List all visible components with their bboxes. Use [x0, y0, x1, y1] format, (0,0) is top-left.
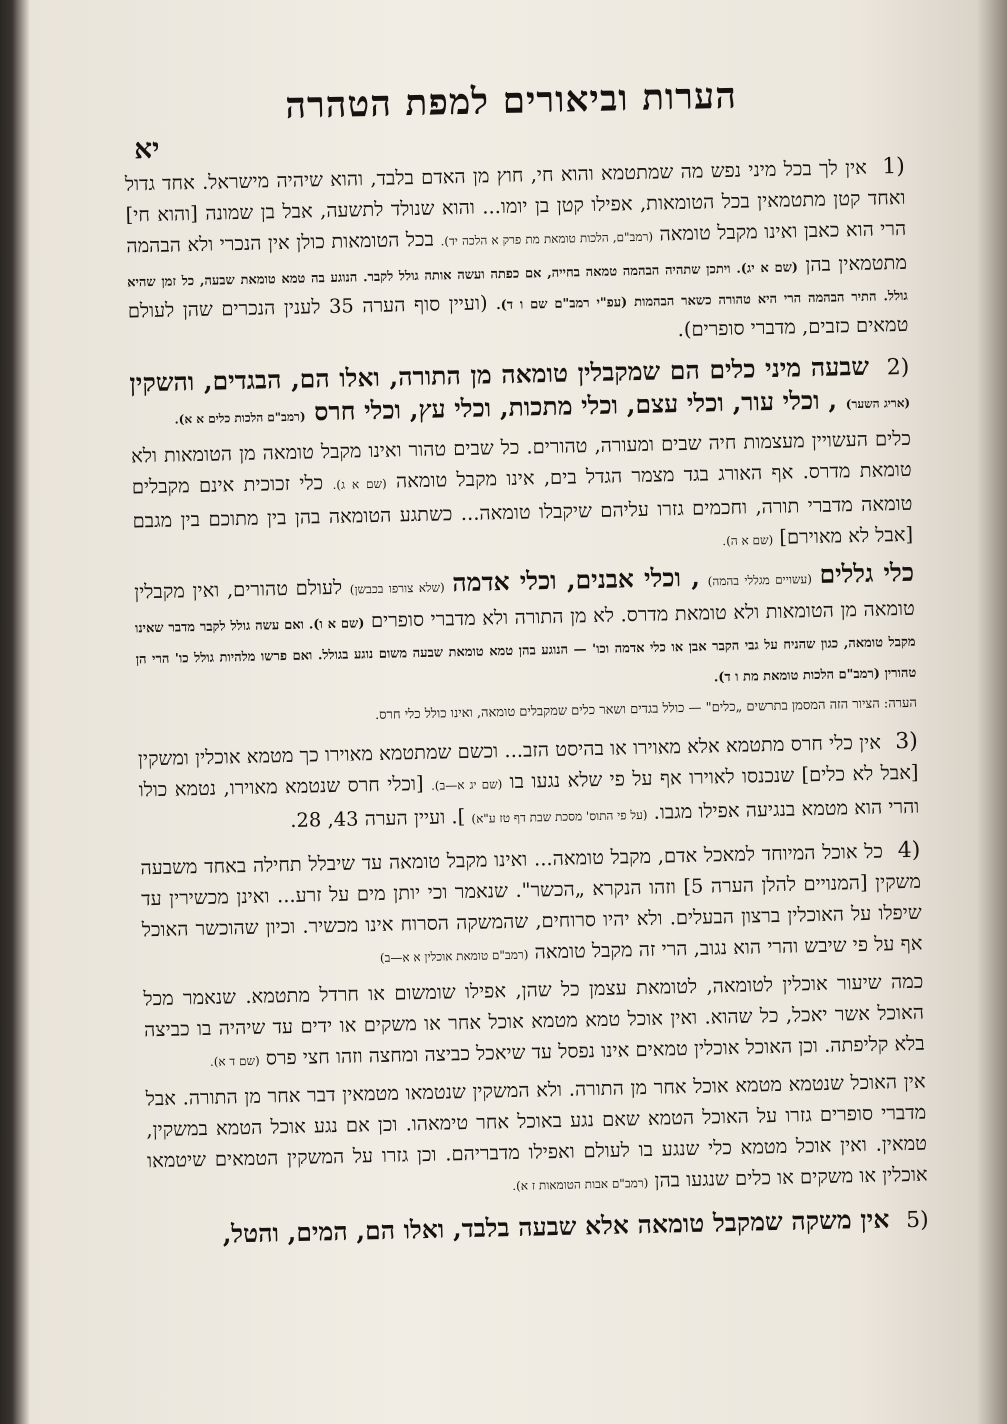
note-text: [וכלי חרס שנטמא מאוירו, נטמא כולו והרי הוא מטמא בנגיעה אפילו מגבו. [138, 771, 920, 824]
note-text: , וכלי עור, וכלי עצם, וכלי מתכות, וכלי עץ, וכלי חרס [313, 385, 838, 427]
citation: (שם ד א). [209, 1053, 260, 1069]
note-number: (3 [894, 728, 919, 755]
note-text: אין לך בכל מיני נפש מה שמתטמא והוא חי, חוץ מן האדם בלבד, והוא שיהיה מישראל. אחד גדול ואחד קטן מתטמאין בכל הטומאות, אפילו קטן בן יומו... והוא שנולד לתשעה, אבל בן שמונה [והוא חי] הרי הוא כאבן ואינו מקבל טומאה [124, 155, 907, 246]
citation: (שם יג א—ב). [430, 777, 503, 793]
note-1 [125, 151, 909, 358]
note-text: אין כלי חרס מתטמא אלא מאוירו או בהיסט הזב... וכשם שמתטמא מאוירו כך מטמא אוכלין ומשקין [אבל לא כלים] שנכנסו לאוירו אף על פי שלא נגעו בו [137, 730, 919, 793]
citation: (רמב"ם אבות הטומאות ז א). [512, 1175, 649, 1194]
note-5 [148, 1203, 929, 1254]
note-4-paragraph [140, 835, 923, 980]
note-4-paragraph [143, 966, 925, 1080]
notes-body [125, 151, 930, 1263]
note-2-footnote: הערה: הציור הזה המסמן בתרשים „כלים" — כולל בגדים ושאר כלים שמקבלים טומאה, ואינו כולל כלי חרס. [374, 695, 918, 724]
note-1-paragraph [125, 151, 909, 358]
note-2-paragraph [134, 557, 917, 704]
citation: (שם א ג). [332, 476, 387, 492]
citation: (שם א יג). ויתכן שתהיה הבהמה טמאה בחייה, אם כפתה ועשה אותה גולל לקבר. הנוגע בה טמא טומאת שבעה, כל זמן שהיא גולל. התיר הבהמה הרי היא טהורה כשאר הבהמות (עפ"י רמב"ם שם ו ד). [127, 260, 908, 314]
citation: (שם א ו). ואם עשה גולל לקבר מדבר שאינו מקבל טומאה, כגון שהניח על גבי הקבר אבן או כלי אדמה וכו' — הנוגע בהן טמא טומאת שבעה משום נוגע בגולל. ואם פרשו מלהיות גולל כו' הרי הן טהורין (רמב"ם הלכות טומאת מת ו ד). [134, 616, 917, 686]
note-5-paragraph [148, 1203, 929, 1254]
note-3-paragraph [138, 726, 920, 843]
note-text: ]. ועיין הערה 43, 28. [290, 805, 466, 832]
page-title: הערות וביאורים למפת הטהרה [284, 74, 738, 127]
note-text: כמה שיעור אוכלין לטומאה, לטומאת עצמן כל שהן, אפילו שומשום או חרדל מתטמא. שנאמר מכל האוכל אשר יאכל, כל שהוא. ואין אוכל טמא מטמא אוכל אחר או משקים או ידים עד שיהיה בו כביצה בלא קליפתה. וכן האוכל אוכלין טמאים אינו נפסל עד שיאכל כביצה ומחצה וזהו חצי פרס [143, 969, 925, 1070]
citation: (שם א ה). [722, 532, 774, 549]
gloss: (עשויים מגללי בהמה) [707, 572, 813, 589]
note-3 [138, 726, 920, 843]
note-4 [140, 835, 928, 1211]
note-number: (5 [905, 1207, 929, 1234]
note-text: (ועיין סוף הערה 35 לענין הנכרים שהן לעולם טמאים כזבים, מדברי סופרים). [127, 291, 909, 342]
note-text: כלים העשויין מעצמות חיה שבים ומעורה, טהורים. כל שבים טהור ואינו מקבל טומאה מן הטומאות ולא טומאת מדרס. אף האורג בגד מצמר הגדל בים, אינו מקבל טומאה [130, 426, 912, 493]
note-text: כל אוכל המיוחד למאכל אדם, מקבל טומאה... ואינו מקבל טומאה עד שיבלל תחילה באחד משבעה משקין [המנויים להלן הערה 5] וזהו הנקרא „הכשר". שנאמר וכי יותן מים על זרע... ואינן מכשירין עד שיפלו על האוכלין ברצון הבעלים. ולא יהיו סרוחים, שהמשקה הסרוח אינו מכשיר. וכיון שהוכשר האוכל אף על פי שיבש והרי הוא נגוב, הרי זה מקבל טומאה [140, 839, 923, 964]
gloss: (אריג השער) [845, 395, 911, 412]
note-text: לעולם טהורים, ואין מקבלין טומאה מן הטומאות ולא טומאת מדרס. לא מן התורה ולא מדברי סופרים [133, 575, 916, 633]
note-text: כלי גללים [819, 557, 915, 589]
note-text: , וכלי אבנים, וכלי אדמה [451, 562, 701, 598]
page [40, 40, 993, 1424]
note-number: (1 [881, 153, 906, 180]
gloss: (שלא צורפו בכבשן) [349, 580, 445, 597]
note-2-heading [129, 350, 910, 437]
citation: (רמב"ם, הלכות טומאת מת פרק א הלכה יד). [440, 229, 654, 249]
note-number: (4 [897, 837, 921, 864]
note-text: כלי זכוכית אינם מקבלים טומאה מדברי תורה, וחכמים גזרו עליהם שיקבלו טומאה... כשתגע הטומאה בהן בין מתוכם בין מגבם [אבל לא מאוירם] [131, 471, 914, 549]
note-text: שבעה מיני כלים הם שמקבלין טומאה מן התורה, ואלו הם, הבגדים, והשקין [129, 351, 870, 398]
note-text: בכל הטומאות כולן אין הנכרי ולא הבהמה מתטמאין בהן [126, 227, 908, 277]
note-text: אין האוכל שנטמא מטמא אוכל אחר מן התורה. ולא המשקין שנטמאו מטמאין דבר אחר מן התורה. אבל מדברי סופרים גזרו על האוכל הטמא שאם נגע באוכל אחר טימאהו. וכן אם נגע אוכל הטמא במשקין, טמאין. ואין אוכל מטמא כלי שנגע בו לעולם ואפילו מדבריהם. וכן גזרו על המשקין הטמאים שיטמאו אוכלין או משקים או כלים שנגעו בהן [145, 1069, 928, 1192]
citation: (על פי התוס' מסכת שבת דף טז ע"א) [471, 807, 648, 826]
citation: (רמב"ם הלכות כלים א א). [174, 409, 306, 427]
note-4-paragraph [145, 1066, 928, 1211]
note-text: אין משקה שמקבל טומאה אלא שבעה בלבד, ואלו הם, המים, והטל, [222, 1204, 890, 1249]
note-2-paragraph [131, 423, 914, 571]
note-number: (2 [886, 354, 910, 381]
note-2 [129, 350, 917, 734]
citation: (רמב"ם טומאת אוכלין א א—ב) [379, 947, 529, 965]
page-number: יא [133, 131, 160, 166]
